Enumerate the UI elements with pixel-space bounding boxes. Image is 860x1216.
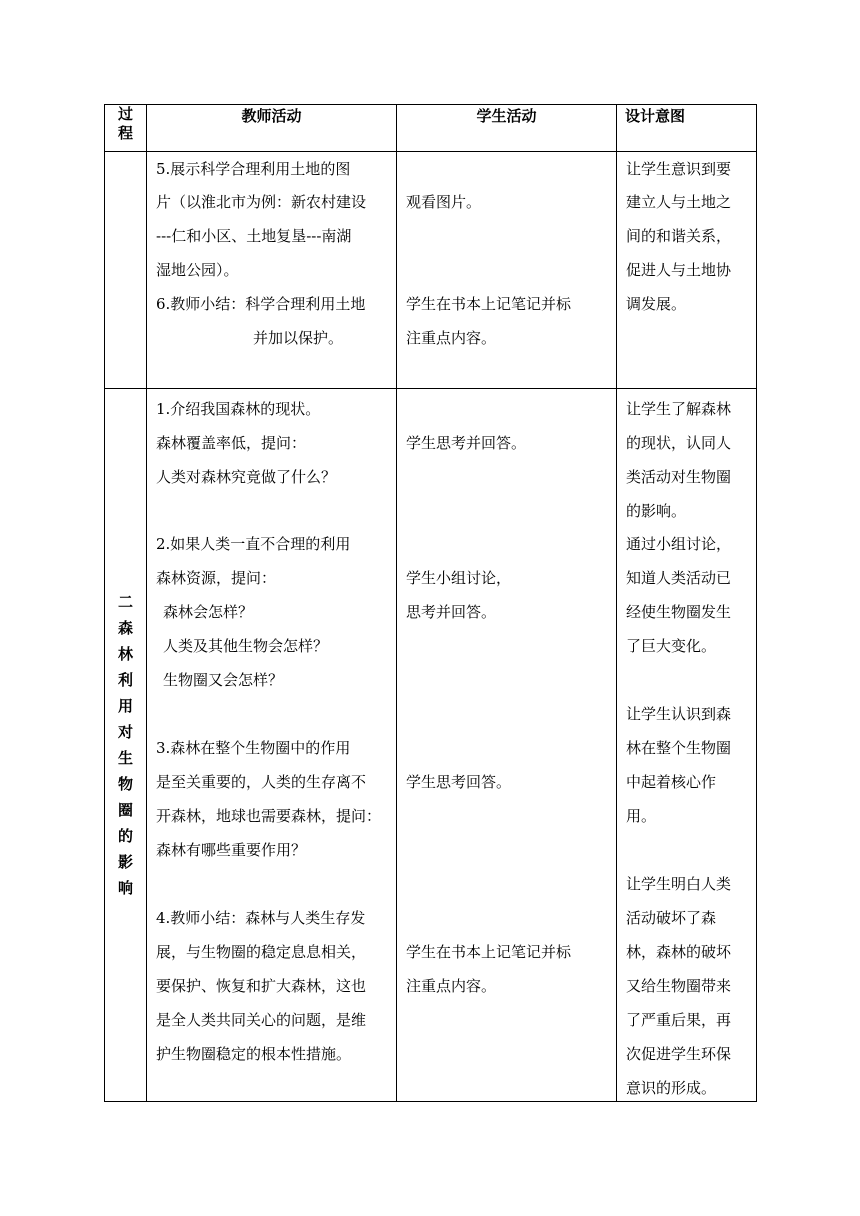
teacher-line: 4.教师小结：森林与人类生存发: [156, 909, 366, 927]
intent-line: 间的和谐关系，: [626, 227, 732, 245]
intent-line: 林在整个生物圈: [626, 739, 732, 757]
intent-line: 促进人与土地协: [626, 261, 732, 279]
teacher-line: 生物圈又会怎样？: [163, 671, 284, 689]
teacher-line: 2.如果人类一直不合理的利用: [156, 535, 351, 553]
student-line: 学生小组讨论，: [406, 569, 512, 587]
teacher-line: 是至关重要的，人类的生存离不: [156, 773, 367, 791]
stage-char: 响: [117, 879, 133, 897]
intent-line: 意识的形成。: [626, 1079, 717, 1097]
intent-line: 经使生物圈发生: [626, 603, 732, 621]
header-stage-char: 程: [117, 124, 133, 142]
teacher-line: 森林会怎样？: [163, 603, 254, 621]
header-stage-char: 过: [117, 105, 133, 123]
teacher-line: ---仁和小区、土地复垦---南湖: [156, 227, 352, 245]
student-line: 注重点内容。: [406, 977, 497, 995]
student-line: 学生思考回答。: [406, 773, 512, 791]
lesson-plan-table: [104, 104, 757, 1102]
student-line: 学生在书本上记笔记并标: [406, 295, 572, 313]
student-line: 注重点内容。: [406, 329, 497, 347]
header-row: [105, 105, 757, 152]
section2-intent: [617, 389, 757, 1102]
teacher-line: 6.教师小结：科学合理利用土地: [156, 295, 366, 313]
teacher-line: 森林资源，提问：: [156, 569, 277, 587]
stage-char: 对: [117, 723, 133, 741]
teacher-line: 森林有哪些重要作用？: [156, 841, 307, 859]
section1-teacher: [147, 152, 397, 389]
intent-line: 又给生物圈带来: [626, 977, 732, 995]
student-line: 观看图片。: [406, 193, 482, 211]
teacher-line: 1.介绍我国森林的现状。: [156, 400, 321, 418]
student-line: 学生在书本上记笔记并标: [406, 943, 572, 961]
stage-char: 物: [117, 775, 133, 793]
section1-student: [397, 152, 617, 389]
intent-line: 类活动对生物圈: [626, 468, 732, 486]
intent-line: 让学生意识到要: [626, 160, 732, 178]
intent-line: 的影响。: [626, 502, 687, 520]
intent-line: 建立人与土地之: [626, 193, 732, 211]
teacher-line: 开森林，地球也需要森林，提问：: [156, 807, 382, 825]
teacher-line: 人类对森林究竟做了什么？: [156, 468, 337, 486]
teacher-line: 3.森林在整个生物圈中的作用: [156, 739, 351, 757]
intent-line: 活动破坏了森: [626, 909, 717, 927]
teacher-line: 要保护、恢复和扩大森林，这也: [156, 977, 367, 995]
teacher-line: 片（以淮北市为例：新农村建设: [156, 193, 367, 211]
section1-stage: [105, 152, 147, 389]
intent-line: 知道人类活动已: [626, 569, 732, 587]
teacher-line: 并加以保护。: [253, 329, 344, 347]
student-line: 学生思考并回答。: [406, 434, 527, 452]
teacher-line: 展，与生物圈的稳定息息相关，: [156, 943, 367, 961]
teacher-line: 湿地公园）。: [156, 261, 239, 279]
section2-stage: [105, 389, 147, 1102]
stage-char: 利: [117, 671, 133, 689]
teacher-line: 护生物圈稳定的根本性措施。: [156, 1045, 352, 1063]
stage-char: 二: [117, 593, 133, 611]
intent-line: 让学生认识到森: [626, 705, 732, 723]
intent-line: 次促进学生环保: [626, 1045, 732, 1063]
intent-line: 让学生明白人类: [626, 875, 732, 893]
intent-line: 了巨大变化。: [626, 637, 717, 655]
intent-line: 中起着核心作: [626, 773, 717, 791]
stage-char: 生: [117, 749, 133, 767]
intent-line: 调发展。: [626, 295, 687, 313]
stage-char: 森: [117, 619, 133, 637]
stage-char: 圈: [117, 801, 133, 819]
teacher-line: 人类及其他生物会怎样？: [163, 637, 329, 655]
stage-char: 用: [117, 697, 133, 715]
intent-line: 的现状，认同人: [626, 434, 732, 452]
intent-line: 通过小组讨论，: [626, 535, 732, 553]
header-teacher: 教师活动: [147, 105, 397, 152]
intent-line: 林，森林的破坏: [626, 943, 732, 961]
teacher-line: 是全人类共同关心的问题，是维: [156, 1011, 367, 1029]
student-line: 思考并回答。: [406, 603, 497, 621]
stage-char: 影: [117, 853, 133, 871]
section2-row: [105, 389, 757, 1102]
intent-line: 用。: [626, 807, 657, 825]
section1-row: [105, 152, 757, 389]
stage-char: 的: [117, 827, 133, 845]
intent-line: 了严重后果，再: [626, 1011, 732, 1029]
teacher-line: 5.展示科学合理利用土地的图: [156, 160, 351, 178]
header-stage: [105, 105, 147, 152]
section1-intent: [617, 152, 757, 389]
intent-line: 让学生了解森林: [626, 400, 732, 418]
section2-student: [397, 389, 617, 1102]
header-student: 学生活动: [397, 105, 617, 152]
header-intent: 设计意图: [617, 105, 757, 152]
teacher-line: 森林覆盖率低，提问：: [156, 434, 307, 452]
section2-teacher: [147, 389, 397, 1102]
stage-char: 林: [117, 645, 133, 663]
